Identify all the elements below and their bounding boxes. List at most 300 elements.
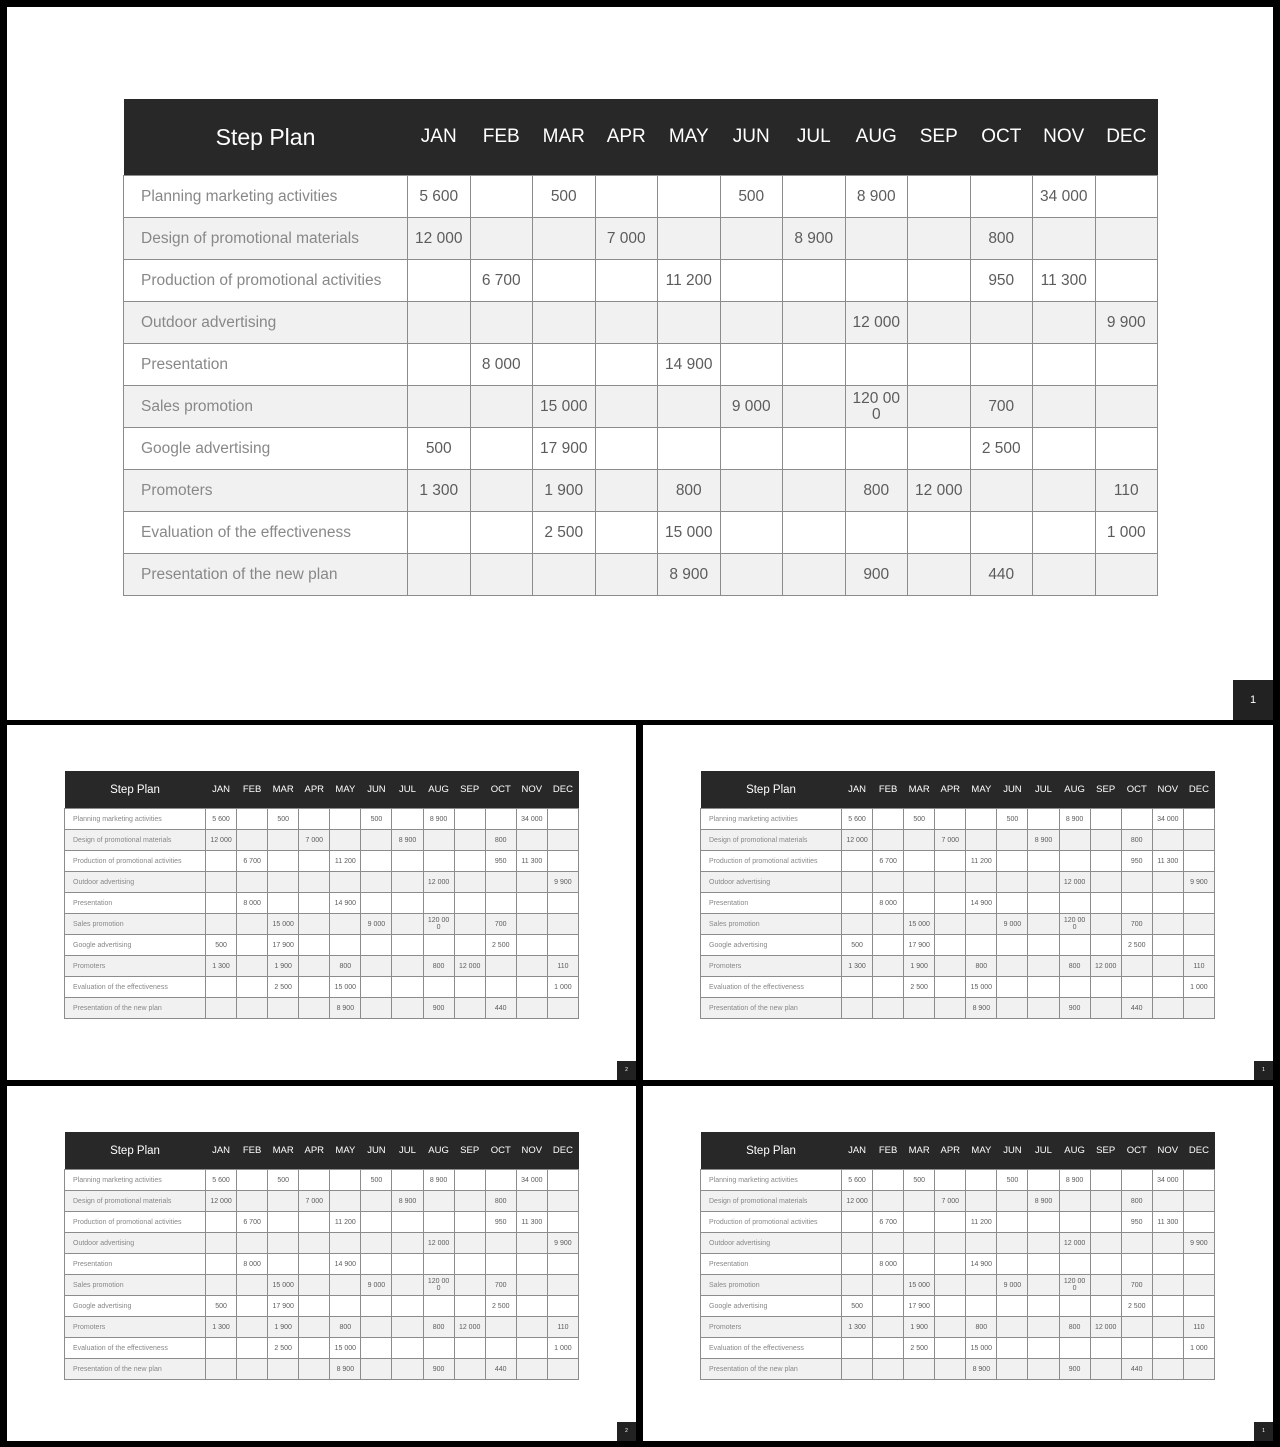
- table-cell: 700: [1121, 1275, 1152, 1296]
- table-cell: 11 200: [330, 1212, 361, 1233]
- month-header: SEP: [454, 771, 485, 809]
- table-cell: 500: [206, 1296, 237, 1317]
- table-cell: [997, 1296, 1028, 1317]
- table-cell: 7 000: [935, 830, 966, 851]
- table-cell: [1090, 1338, 1121, 1359]
- table-cell: [873, 1359, 904, 1380]
- table-cell: 900: [1059, 998, 1090, 1019]
- table-cell: [720, 554, 783, 596]
- table-row: [124, 470, 1158, 512]
- table-cell: [423, 830, 454, 851]
- table-cell: 110: [1095, 470, 1158, 512]
- month-header: MAY: [330, 771, 361, 809]
- table-row: [701, 935, 1215, 956]
- table-cell: [1152, 1233, 1183, 1254]
- table-cell: [299, 1212, 330, 1233]
- table-cell: [1028, 998, 1059, 1019]
- table-cell: 2 500: [268, 977, 299, 998]
- table-cell: 2 500: [904, 1338, 935, 1359]
- table-cell: [1028, 893, 1059, 914]
- table-cell: [1059, 935, 1090, 956]
- table-cell: [595, 386, 658, 428]
- table-cell: 440: [1121, 998, 1152, 1019]
- table-cell: [299, 1338, 330, 1359]
- table-cell: 12 000: [1059, 872, 1090, 893]
- table-cell: [299, 1359, 330, 1380]
- table-cell: 800: [1121, 830, 1152, 851]
- table-cell: 500: [842, 935, 873, 956]
- table-cell: [454, 1338, 485, 1359]
- table-cell: 120 00 0: [1059, 1275, 1090, 1296]
- table-cell: [268, 998, 299, 1019]
- table-cell: [997, 1233, 1028, 1254]
- row-label: Sales promotion: [65, 1275, 206, 1296]
- table-cell: 8 900: [330, 1359, 361, 1380]
- table-cell: [997, 1212, 1028, 1233]
- table-cell: [237, 1191, 268, 1212]
- table-cell: 1 300: [206, 956, 237, 977]
- table-cell: [268, 872, 299, 893]
- table-cell: [935, 935, 966, 956]
- table-cell: 9 000: [361, 1275, 392, 1296]
- table-cell: 1 900: [904, 956, 935, 977]
- table-cell: [845, 428, 908, 470]
- table-cell: [1152, 914, 1183, 935]
- table-cell: 900: [845, 554, 908, 596]
- table-cell: [1090, 1254, 1121, 1275]
- table-cell: [1152, 1296, 1183, 1317]
- table-cell: [1028, 956, 1059, 977]
- month-header: NOV: [516, 771, 547, 809]
- row-label: Design of promotional materials: [65, 1191, 206, 1212]
- row-label: Presentation of the new plan: [701, 1359, 842, 1380]
- table-cell: [842, 851, 873, 872]
- table-cell: 900: [423, 1359, 454, 1380]
- month-header: JUN: [720, 99, 783, 176]
- table-cell: [1028, 1212, 1059, 1233]
- table-cell: [997, 1254, 1028, 1275]
- table-cell: [454, 872, 485, 893]
- row-label: Presentation of the new plan: [701, 998, 842, 1019]
- table-cell: [1121, 893, 1152, 914]
- table-cell: [299, 1317, 330, 1338]
- table-cell: [206, 998, 237, 1019]
- row-label: Production of promotional activities: [701, 851, 842, 872]
- table-cell: [454, 809, 485, 830]
- table-cell: [595, 512, 658, 554]
- table-cell: [533, 302, 596, 344]
- month-header: NOV: [1152, 771, 1183, 809]
- table-cell: [423, 1212, 454, 1233]
- table-title: Step Plan: [65, 771, 206, 809]
- table-row: [701, 1191, 1215, 1212]
- table-cell: [547, 1191, 578, 1212]
- month-header: AUG: [845, 99, 908, 176]
- table-cell: [1152, 830, 1183, 851]
- table-cell: [361, 1359, 392, 1380]
- table-cell: [1059, 1254, 1090, 1275]
- month-header: APR: [595, 99, 658, 176]
- table-cell: [1028, 872, 1059, 893]
- table-cell: 8 900: [423, 809, 454, 830]
- row-label: Promoters: [65, 1317, 206, 1338]
- table-cell: 800: [1059, 956, 1090, 977]
- table-cell: 7 000: [299, 830, 330, 851]
- table-cell: [1059, 1191, 1090, 1212]
- table-cell: [783, 260, 846, 302]
- table-cell: [1090, 1170, 1121, 1191]
- table-cell: 9 000: [997, 914, 1028, 935]
- row-label: Evaluation of the effectiveness: [701, 977, 842, 998]
- table-cell: 6 700: [237, 1212, 268, 1233]
- table-cell: 6 700: [237, 851, 268, 872]
- table-cell: [547, 1254, 578, 1275]
- table-row: [701, 1212, 1215, 1233]
- table-cell: [1183, 1296, 1214, 1317]
- table-cell: [1028, 935, 1059, 956]
- table-cell: [423, 893, 454, 914]
- table-cell: [361, 935, 392, 956]
- table-cell: [1095, 344, 1158, 386]
- month-header: AUG: [423, 771, 454, 809]
- slide-main[interactable]: [7, 7, 1273, 720]
- table-cell: [1090, 1296, 1121, 1317]
- table-cell: 12 000: [1090, 1317, 1121, 1338]
- table-cell: [547, 998, 578, 1019]
- table-cell: [1152, 935, 1183, 956]
- table-cell: [485, 1233, 516, 1254]
- table-cell: 1 000: [1183, 977, 1214, 998]
- row-label: Production of promotional activities: [65, 851, 206, 872]
- table-row: [701, 956, 1215, 977]
- table-cell: [516, 1191, 547, 1212]
- table-cell: 1 000: [1095, 512, 1158, 554]
- table-cell: [1183, 935, 1214, 956]
- table-cell: [1183, 914, 1214, 935]
- table-cell: [1183, 809, 1214, 830]
- table-cell: [485, 1170, 516, 1191]
- table-cell: 17 900: [533, 428, 596, 470]
- table-cell: 110: [1183, 956, 1214, 977]
- table-cell: [485, 956, 516, 977]
- table-cell: [1028, 1275, 1059, 1296]
- table-cell: [904, 872, 935, 893]
- month-header: APR: [935, 771, 966, 809]
- row-label: Planning marketing activities: [701, 809, 842, 830]
- table-cell: [1059, 1212, 1090, 1233]
- row-label: Sales promotion: [701, 1275, 842, 1296]
- row-label: Outdoor advertising: [65, 872, 206, 893]
- table-cell: [206, 872, 237, 893]
- table-cell: 9 900: [547, 1233, 578, 1254]
- table-cell: [516, 1275, 547, 1296]
- month-header: AUG: [1059, 1132, 1090, 1170]
- table-cell: 8 900: [330, 998, 361, 1019]
- table-cell: 950: [970, 260, 1033, 302]
- table-cell: [966, 1233, 997, 1254]
- table-cell: [1033, 470, 1096, 512]
- row-label: Presentation: [65, 893, 206, 914]
- table-cell: 7 000: [299, 1191, 330, 1212]
- table-cell: [720, 218, 783, 260]
- table-cell: [997, 1317, 1028, 1338]
- table-cell: [516, 872, 547, 893]
- table-row: [124, 428, 1158, 470]
- table-cell: 120 00 0: [845, 386, 908, 428]
- table-cell: [206, 1233, 237, 1254]
- table-cell: [1095, 260, 1158, 302]
- month-header: AUG: [423, 1132, 454, 1170]
- month-header: DEC: [1183, 1132, 1214, 1170]
- table-cell: [206, 1254, 237, 1275]
- table-cell: [1121, 1254, 1152, 1275]
- row-label: Design of promotional materials: [124, 218, 408, 260]
- table-row: [65, 851, 579, 872]
- row-label: Sales promotion: [124, 386, 408, 428]
- table-cell: [783, 512, 846, 554]
- table-cell: [361, 1191, 392, 1212]
- table-cell: [237, 1233, 268, 1254]
- table-row: [65, 1191, 579, 1212]
- table-cell: [904, 1212, 935, 1233]
- table-cell: [1090, 872, 1121, 893]
- table-cell: [361, 977, 392, 998]
- table-cell: 950: [485, 851, 516, 872]
- table-cell: [1028, 1254, 1059, 1275]
- table-row: [65, 1317, 579, 1338]
- table-cell: [935, 1359, 966, 1380]
- table-cell: [237, 935, 268, 956]
- table-cell: 34 000: [516, 809, 547, 830]
- month-header: FEB: [470, 99, 533, 176]
- month-header: SEP: [1090, 771, 1121, 809]
- table-cell: [1121, 956, 1152, 977]
- table-cell: [547, 830, 578, 851]
- table-cell: 2 500: [268, 1338, 299, 1359]
- table-cell: [1095, 386, 1158, 428]
- table-cell: 5 600: [842, 809, 873, 830]
- table-row: [65, 977, 579, 998]
- table-cell: [1095, 554, 1158, 596]
- table-cell: [470, 470, 533, 512]
- table-cell: 9 000: [720, 386, 783, 428]
- month-header: MAR: [904, 771, 935, 809]
- table-cell: [658, 302, 721, 344]
- page-number: 1: [1254, 1422, 1273, 1441]
- table-cell: [1121, 1170, 1152, 1191]
- table-cell: 500: [997, 809, 1028, 830]
- month-header: JUN: [361, 771, 392, 809]
- table-cell: [1090, 977, 1121, 998]
- table-cell: [330, 1191, 361, 1212]
- table-cell: [908, 344, 971, 386]
- slide-thumbnail-2[interactable]: [7, 725, 636, 1080]
- month-header: JUN: [361, 1132, 392, 1170]
- table-cell: [392, 1338, 423, 1359]
- month-header: JUL: [392, 771, 423, 809]
- table-cell: [720, 512, 783, 554]
- table-cell: [408, 302, 471, 344]
- table-cell: 500: [904, 1170, 935, 1191]
- page-number: 1: [1233, 680, 1273, 720]
- table-cell: [470, 428, 533, 470]
- table-cell: [423, 851, 454, 872]
- table-cell: [516, 893, 547, 914]
- table-cell: [842, 1359, 873, 1380]
- month-header: NOV: [516, 1132, 547, 1170]
- table-cell: [1090, 935, 1121, 956]
- table-cell: [997, 851, 1028, 872]
- table-cell: [533, 554, 596, 596]
- table-cell: [783, 302, 846, 344]
- table-row: [65, 1233, 579, 1254]
- table-cell: [454, 830, 485, 851]
- table-cell: [516, 830, 547, 851]
- table-cell: [966, 1275, 997, 1296]
- table-cell: 15 000: [658, 512, 721, 554]
- table-row: [65, 872, 579, 893]
- table-cell: [392, 851, 423, 872]
- table-row: [65, 1254, 579, 1275]
- table-cell: [1121, 1317, 1152, 1338]
- table-cell: 1 300: [842, 956, 873, 977]
- month-header: NOV: [1033, 99, 1096, 176]
- table-cell: [516, 956, 547, 977]
- table-row: [701, 809, 1215, 830]
- row-label: Evaluation of the effectiveness: [124, 512, 408, 554]
- table-cell: [237, 1359, 268, 1380]
- table-cell: [720, 470, 783, 512]
- table-cell: 8 000: [237, 893, 268, 914]
- table-cell: [206, 977, 237, 998]
- table-cell: [873, 1317, 904, 1338]
- table-cell: [658, 428, 721, 470]
- table-cell: 800: [485, 830, 516, 851]
- table-cell: [268, 1191, 299, 1212]
- table-cell: [299, 935, 330, 956]
- table-cell: 17 900: [268, 935, 299, 956]
- table-cell: [361, 1254, 392, 1275]
- table-cell: [408, 512, 471, 554]
- table-cell: 12 000: [454, 956, 485, 977]
- table-cell: [966, 1296, 997, 1317]
- table-cell: [997, 998, 1028, 1019]
- table-cell: [1152, 1275, 1183, 1296]
- table-cell: [299, 1233, 330, 1254]
- table-cell: 8 000: [237, 1254, 268, 1275]
- table-cell: 800: [330, 1317, 361, 1338]
- table-cell: [595, 428, 658, 470]
- table-cell: [842, 1254, 873, 1275]
- table-cell: [516, 914, 547, 935]
- table-cell: [935, 1275, 966, 1296]
- table-title: Step Plan: [65, 1132, 206, 1170]
- table-cell: [997, 1338, 1028, 1359]
- table-cell: [908, 302, 971, 344]
- table-cell: 14 900: [330, 893, 361, 914]
- month-header: JAN: [408, 99, 471, 176]
- table-cell: 8 900: [845, 176, 908, 218]
- table-cell: [237, 1317, 268, 1338]
- table-cell: [206, 1212, 237, 1233]
- table-cell: [330, 872, 361, 893]
- table-cell: [720, 344, 783, 386]
- table-cell: [361, 1296, 392, 1317]
- table-cell: [1028, 1233, 1059, 1254]
- month-header: JUL: [1028, 771, 1059, 809]
- table-cell: [873, 1275, 904, 1296]
- table-row: [65, 830, 579, 851]
- table-cell: [516, 1317, 547, 1338]
- table-cell: [485, 1338, 516, 1359]
- table-cell: [904, 1359, 935, 1380]
- table-cell: [1033, 302, 1096, 344]
- month-header: JAN: [842, 1132, 873, 1170]
- table-cell: [237, 809, 268, 830]
- table-cell: [1183, 851, 1214, 872]
- month-header: FEB: [237, 1132, 268, 1170]
- table-cell: [361, 1212, 392, 1233]
- table-cell: [1095, 176, 1158, 218]
- slide-thumbnail-5[interactable]: [643, 1086, 1273, 1441]
- table-cell: 5 600: [206, 1170, 237, 1191]
- table-row: [124, 218, 1158, 260]
- table-cell: 12 000: [845, 302, 908, 344]
- table-cell: [516, 1254, 547, 1275]
- month-header: OCT: [1121, 1132, 1152, 1170]
- table-cell: [873, 830, 904, 851]
- table-cell: [1059, 1338, 1090, 1359]
- table-cell: [206, 1359, 237, 1380]
- month-header: OCT: [970, 99, 1033, 176]
- slide-thumbnail-3[interactable]: [643, 725, 1273, 1080]
- table-cell: [237, 998, 268, 1019]
- table-cell: [935, 872, 966, 893]
- table-cell: [997, 1359, 1028, 1380]
- table-cell: 110: [547, 956, 578, 977]
- table-cell: 8 900: [1059, 809, 1090, 830]
- month-header: FEB: [873, 771, 904, 809]
- table-cell: 440: [1121, 1359, 1152, 1380]
- table-cell: [1183, 893, 1214, 914]
- table-cell: [1090, 998, 1121, 1019]
- table-row: [701, 1170, 1215, 1191]
- table-cell: [361, 1317, 392, 1338]
- table-cell: [392, 935, 423, 956]
- table-cell: [783, 344, 846, 386]
- table-cell: [470, 218, 533, 260]
- table-cell: [330, 914, 361, 935]
- table-cell: [658, 176, 721, 218]
- table-cell: [1090, 809, 1121, 830]
- table-cell: 12 000: [408, 218, 471, 260]
- table-cell: [1059, 830, 1090, 851]
- month-header: JAN: [206, 1132, 237, 1170]
- table-cell: 9 900: [1183, 872, 1214, 893]
- table-cell: [873, 1170, 904, 1191]
- table-cell: 9 000: [361, 914, 392, 935]
- row-label: Presentation of the new plan: [65, 998, 206, 1019]
- table-cell: [595, 302, 658, 344]
- table-cell: [423, 1296, 454, 1317]
- row-label: Promoters: [701, 956, 842, 977]
- table-cell: [1152, 1317, 1183, 1338]
- table-cell: 12 000: [842, 1191, 873, 1212]
- table-cell: 8 000: [873, 893, 904, 914]
- slide-thumbnail-4[interactable]: [7, 1086, 636, 1441]
- table-cell: [720, 302, 783, 344]
- table-cell: 1 900: [904, 1317, 935, 1338]
